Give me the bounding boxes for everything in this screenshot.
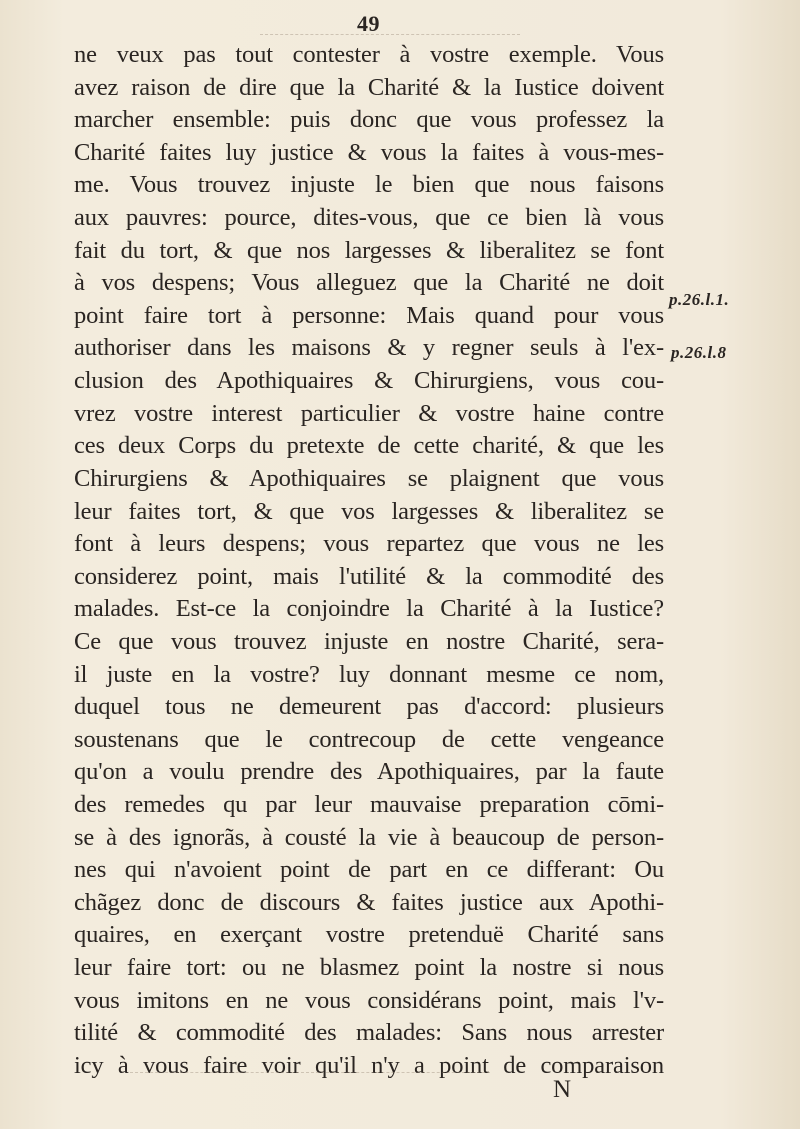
body-text [74,39,664,1083]
text-line: chãgez donc de discours & faites justice aux Apothi- [74,888,664,916]
text-line: il juste en la vostre? luy donnant mesme ce nom, [74,660,664,688]
text-line: icy à vous faire voir qu'il n'y a point de comparaison [74,1051,664,1079]
text-line: qu'on a voulu prendre des Apothiquaires, par la faute [74,758,664,786]
text-line: fait du tort, & que nos largesses & liberalitez se font [74,236,664,264]
text-line: Chirurgiens & Apothiquaires se plaignent que vous [74,464,664,492]
text-line: font à leurs despens; vous repartez que vous ne les [74,530,664,558]
text-line: vous imitons en ne vous considérans point, mais l'v- [74,986,664,1014]
text-line: aux pauvres: pource, dites-vous, que ce bien là vous [74,204,664,232]
text-line: se à des ignorãs, à cousté la vie à beaucoup de person- [74,823,664,851]
text-line: authoriser dans les maisons & y regner seuls à l'ex- [74,334,664,362]
top-rule [260,34,520,35]
text-line: marcher ensemble: puis donc que vous professez la [74,106,664,134]
bottom-rule [130,1072,490,1073]
text-line: malades. Est-ce la conjoindre la Charité à la Iustice? [74,595,664,623]
text-line: duquel tous ne demeurent pas d'accord: plusieurs [74,693,664,721]
text-line: clusion des Apothiquaires & Chirurgiens, vous cou- [74,367,664,395]
margin-note: p.26.l.8 [671,343,727,362]
text-line: leur faites tort, & que vos largesses & liberalitez se [74,497,664,525]
text-line: me. Vous trouvez injuste le bien que nous faisons [74,171,664,199]
margin-note: p.26.l.1. [669,290,730,309]
text-line: point faire tort à personne: Mais quand pour vous [74,301,664,329]
text-line: soustenans que le contrecoup de cette vengeance [74,725,664,753]
signature-mark: N [553,1076,573,1103]
text-line: des remedes qu par leur mauvaise preparation cōmi- [74,791,664,819]
text-line: Charité faites luy justice & vous la faites à vous-mes- [74,138,664,166]
text-line: vrez vostre interest particulier & vostre haine contre [74,399,664,427]
text-line: à vos despens; Vous alleguez que la Charité ne doit [74,269,664,297]
text-line: ces deux Corps du pretexte de cette charité, & que les [74,432,664,460]
text-line: ne veux pas tout contester à vostre exemple. Vous [74,41,664,68]
text-line: quaires, en exerçant vostre pretenduë Charité sans [74,921,664,949]
text-line: nes qui n'avoient point de part en ce differant: Ou [74,856,664,884]
text-line: tilité & commodité des malades: Sans nous arrester [74,1019,664,1047]
text-line: leur faire tort: ou ne blasmez point la nostre si nous [74,954,664,982]
text-line: Ce que vous trouvez injuste en nostre Charité, sera- [74,627,664,655]
page-number: 49 [357,11,380,36]
text-line: considerez point, mais l'utilité & la commodité des [74,562,664,590]
text-line: avez raison de dire que la Charité & la Iustice doivent [74,73,664,101]
